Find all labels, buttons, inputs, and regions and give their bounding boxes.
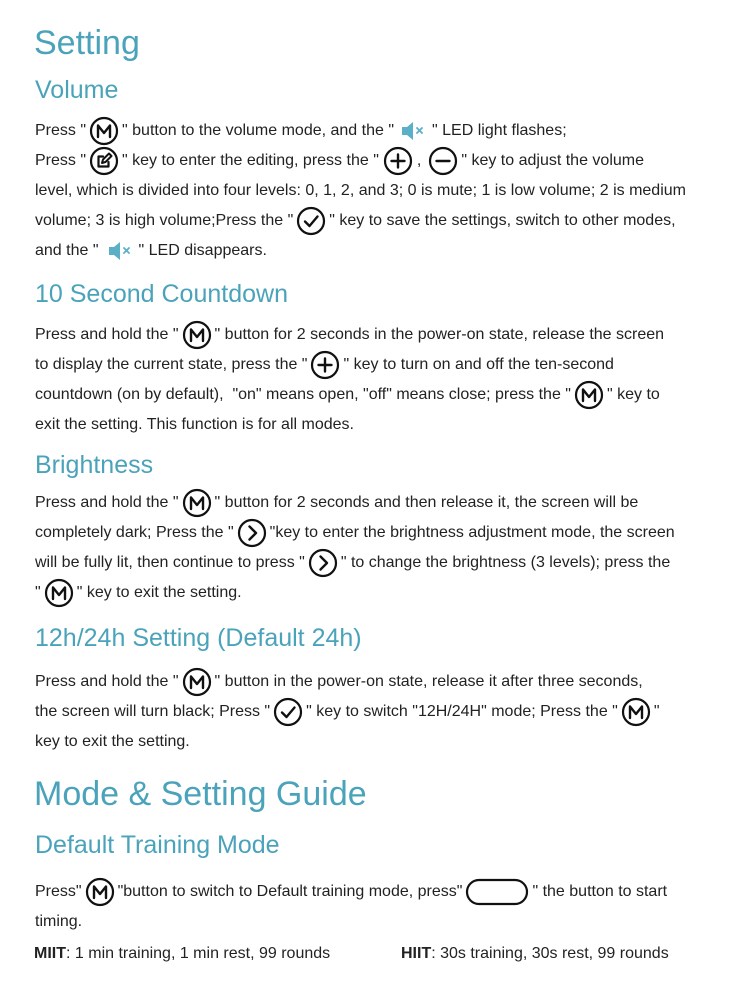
speaker-mute-icon — [107, 240, 135, 262]
hiit-text: 30s training, 30s rest, 99 rounds — [435, 945, 669, 962]
hour-line-3 — [35, 727, 725, 757]
hour-format-paragraph — [35, 667, 725, 757]
volume-heading: Volume — [35, 76, 119, 104]
brightness-line-2 — [35, 518, 725, 548]
text: will be fully lit, then continue to press " — [35, 554, 305, 571]
volume-line-1 — [35, 116, 725, 146]
text: to display the current state, press the " — [35, 356, 308, 373]
hour-line-1 — [35, 667, 725, 697]
m-button-icon — [85, 877, 115, 907]
brightness-line-3 — [35, 548, 725, 578]
countdown-paragraph — [35, 320, 725, 440]
volume-paragraph — [35, 116, 725, 266]
check-icon — [273, 697, 303, 727]
text: countdown (on by default), "on" means open, "off" means close; press the " — [35, 386, 571, 403]
text: " the button to start — [532, 883, 668, 900]
default-mode-heading: Default Training Mode — [35, 831, 280, 859]
text: " button for 2 seconds in the power-on state, release the screen — [214, 326, 665, 343]
text: Press and hold the " — [35, 494, 179, 511]
hiit-row — [401, 942, 669, 966]
m-button-icon — [44, 578, 74, 608]
hiit-label: HIIT — [401, 945, 432, 962]
start-pill-icon — [465, 877, 529, 907]
text: Press and hold the " — [35, 673, 179, 690]
text: " key to adjust the volume — [461, 152, 644, 169]
brightness-line-1 — [35, 488, 725, 518]
check-icon — [296, 206, 326, 236]
speaker-mute-icon — [400, 120, 428, 142]
brightness-heading: Brightness — [35, 451, 154, 479]
text: timing. — [35, 913, 83, 930]
m-button-icon — [182, 667, 212, 697]
countdown-line-4 — [35, 410, 725, 440]
countdown-heading: 10 Second Countdown — [35, 280, 288, 308]
volume-line-2 — [35, 146, 725, 176]
volume-line-3 — [35, 176, 725, 206]
text: " — [35, 584, 41, 601]
text: "key to enter the brightness adjustment mode, the screen — [269, 524, 675, 541]
plus-icon — [383, 146, 413, 176]
text: " button in the power-on state, release it after three seconds, — [214, 673, 643, 690]
text: " — [653, 703, 660, 720]
miit-text: 1 min training, 1 min rest, 99 rounds — [70, 945, 331, 962]
brightness-line-4 — [35, 578, 725, 608]
page-title-setting: Setting — [34, 24, 140, 62]
text: " key to switch "12H/24H" mode; Press the " — [306, 703, 618, 720]
text: Press " — [35, 122, 87, 139]
m-button-icon — [574, 380, 604, 410]
countdown-line-3 — [35, 380, 725, 410]
text: volume; 3 is high volume;Press the " — [35, 212, 294, 229]
page-title-guide: Mode & Setting Guide — [34, 775, 367, 813]
text: completely dark; Press the " — [35, 524, 234, 541]
text: " key to turn on and off the ten-second — [343, 356, 614, 373]
text: " button to the volume mode, and the " — [122, 122, 395, 139]
text: and the " — [35, 242, 99, 259]
m-button-icon — [182, 488, 212, 518]
countdown-line-1 — [35, 320, 725, 350]
m-button-icon — [182, 320, 212, 350]
chevron-right-icon — [237, 518, 267, 548]
countdown-line-2 — [35, 350, 725, 380]
brightness-paragraph — [35, 488, 725, 608]
text: " key to — [606, 386, 660, 403]
default-mode-paragraph — [35, 877, 725, 937]
miit-sep: : — [66, 945, 71, 962]
text: exit the setting. This function is for all modes. — [35, 416, 354, 433]
minus-icon — [428, 146, 458, 176]
m-button-icon — [89, 116, 119, 146]
hour-line-2 — [35, 697, 725, 727]
text: Press" — [35, 883, 82, 900]
text: level, which is divided into four levels: 0, 1, 2, and 3; 0 is mute; 1 is low volume; 2 is medium — [35, 182, 686, 199]
edit-icon — [89, 146, 119, 176]
text: "button to switch to Default training mode, press" — [117, 883, 463, 900]
plus-icon — [310, 350, 340, 380]
text: " to change the brightness (3 levels); press the — [340, 554, 671, 571]
text: the screen will turn black; Press " — [35, 703, 271, 720]
text: Press " — [35, 152, 87, 169]
text: " LED disappears. — [138, 242, 267, 259]
text: key to exit the setting. — [35, 733, 190, 750]
miit-row — [34, 942, 330, 966]
volume-line-4 — [35, 206, 725, 236]
default-mode-line-1 — [35, 877, 725, 907]
hiit-sep: : — [431, 945, 436, 962]
text: " key to exit the setting. — [76, 584, 242, 601]
text: " key to enter the editing, press the " — [122, 152, 379, 169]
hour-format-heading: 12h/24h Setting (Default 24h) — [35, 624, 362, 652]
m-button-icon — [621, 697, 651, 727]
default-mode-line-2 — [35, 907, 725, 937]
text: " key to save the settings, switch to other modes, — [329, 212, 676, 229]
text: , — [416, 152, 422, 169]
text: Press and hold the " — [35, 326, 179, 343]
volume-line-5 — [35, 236, 725, 266]
miit-label: MIIT — [34, 945, 66, 962]
text: " LED light flashes; — [432, 122, 567, 139]
chevron-right-icon — [308, 548, 338, 578]
text: " button for 2 seconds and then release it, the screen will be — [214, 494, 639, 511]
